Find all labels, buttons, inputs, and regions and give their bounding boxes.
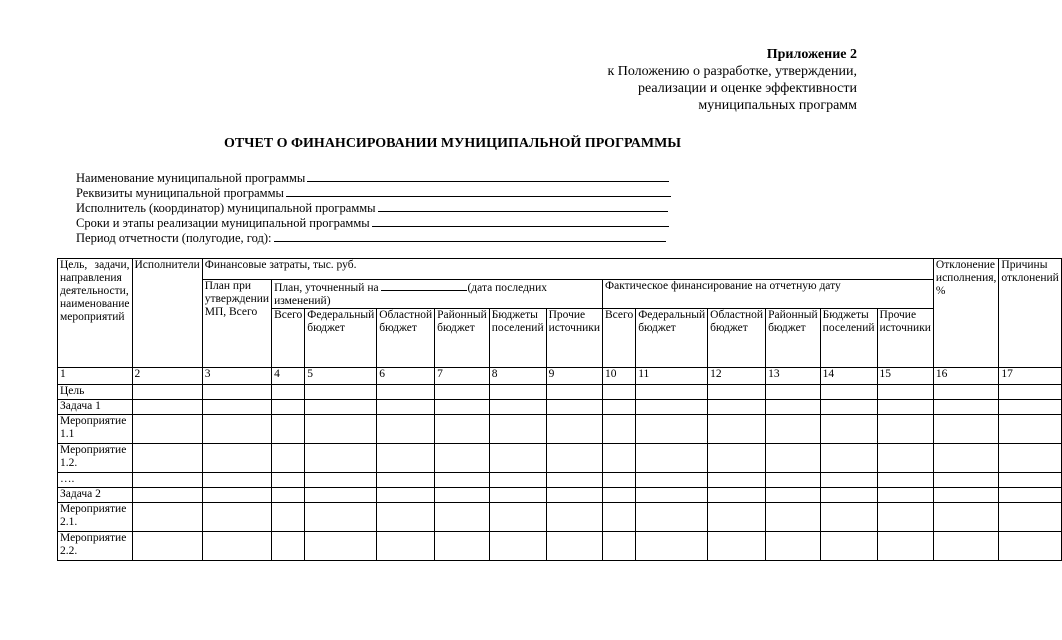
- header-plan-regional: Областной бюджет: [377, 309, 435, 368]
- table-cell[interactable]: [489, 488, 546, 503]
- table-cell[interactable]: [603, 503, 636, 532]
- row-label: Мероприятие 2.2.: [58, 532, 133, 561]
- appendix-title: Приложение 2: [766, 47, 857, 62]
- table-cell[interactable]: [132, 532, 202, 561]
- header-actual-settlements: Бюджеты поселений: [820, 309, 877, 368]
- table-cell[interactable]: [272, 444, 305, 473]
- table-cell[interactable]: [708, 473, 766, 488]
- table-row: [58, 473, 1062, 488]
- table-cell[interactable]: [766, 532, 821, 561]
- appendix-line-3: муниципальных программ: [698, 98, 857, 113]
- table-cell[interactable]: [820, 532, 877, 561]
- report-fields: [76, 170, 671, 245]
- col-number: 4: [272, 368, 305, 385]
- table-cell[interactable]: [999, 444, 1061, 473]
- header-plan-updated: [272, 280, 603, 309]
- table-cell[interactable]: [546, 503, 602, 532]
- field-label: Период отчетности (полугодие, год):: [76, 231, 272, 245]
- report-title: ОТЧЕТ О ФИНАНСИРОВАНИИ МУНИЦИПАЛЬНОЙ ПРОГРАММЫ: [223, 136, 682, 151]
- header-actual-district: Районный бюджет: [766, 309, 821, 368]
- finance-report-table: [57, 258, 1062, 561]
- row-label: Мероприятие 1.1: [58, 415, 133, 444]
- table-cell[interactable]: [766, 488, 821, 503]
- table-cell[interactable]: [489, 415, 546, 444]
- header-executors: Исполнители: [132, 259, 202, 368]
- table-cell[interactable]: [877, 503, 933, 532]
- table-cell[interactable]: [766, 400, 821, 415]
- table-cell[interactable]: [820, 415, 877, 444]
- table-cell[interactable]: [603, 473, 636, 488]
- table-cell[interactable]: [272, 385, 305, 400]
- table-row: [58, 385, 1062, 400]
- table-cell[interactable]: [603, 532, 636, 561]
- table-cell[interactable]: [636, 503, 708, 532]
- table-cell[interactable]: [603, 488, 636, 503]
- table-cell[interactable]: [546, 444, 602, 473]
- fill-line[interactable]: [307, 170, 669, 182]
- table-cell[interactable]: [877, 488, 933, 503]
- table-row: [58, 415, 1062, 444]
- table-cell[interactable]: [636, 415, 708, 444]
- header-plan-federal: Федеральный бюджет: [305, 309, 377, 368]
- table-cell[interactable]: [708, 400, 766, 415]
- table-cell[interactable]: [603, 400, 636, 415]
- table-cell[interactable]: [202, 532, 271, 561]
- table-cell[interactable]: [272, 400, 305, 415]
- header-plan-settlements: Бюджеты поселений: [489, 309, 546, 368]
- header-reasons: Причины отклонений: [999, 259, 1061, 368]
- header-plan-approved: План при утверждении МП, Всего: [202, 280, 271, 368]
- table-cell[interactable]: [435, 444, 490, 473]
- table-cell[interactable]: [272, 532, 305, 561]
- table-row: [58, 503, 1062, 532]
- table-cell[interactable]: [933, 488, 998, 503]
- col-number: 9: [546, 368, 602, 385]
- table-cell[interactable]: [766, 415, 821, 444]
- header-plan-other: Прочие источники: [546, 309, 602, 368]
- col-number: 6: [377, 368, 435, 385]
- table-cell[interactable]: [546, 473, 602, 488]
- table-cell[interactable]: [546, 532, 602, 561]
- table-cell[interactable]: [305, 444, 377, 473]
- table-cell[interactable]: [708, 415, 766, 444]
- table-cell[interactable]: [132, 444, 202, 473]
- table-cell[interactable]: [603, 385, 636, 400]
- fill-line[interactable]: [274, 230, 666, 242]
- table-cell[interactable]: [999, 488, 1061, 503]
- table-cell[interactable]: [766, 444, 821, 473]
- col-number: 5: [305, 368, 377, 385]
- table-cell[interactable]: [636, 488, 708, 503]
- row-label: Мероприятие 1.2.: [58, 444, 133, 473]
- header-financial-costs: Финансовые затраты, тыс. руб.: [202, 259, 933, 280]
- table-cell[interactable]: [820, 488, 877, 503]
- table-cell[interactable]: [636, 400, 708, 415]
- table-cell[interactable]: [377, 473, 435, 488]
- table-cell[interactable]: [766, 385, 821, 400]
- date-blank[interactable]: [381, 280, 467, 291]
- table-cell[interactable]: [546, 400, 602, 415]
- table-cell[interactable]: [877, 400, 933, 415]
- col-number: 2: [132, 368, 202, 385]
- field-executor: [76, 200, 671, 215]
- field-program-name: [76, 170, 671, 185]
- header-plan-total: Всего: [272, 309, 305, 368]
- fill-line[interactable]: [372, 215, 669, 227]
- table-cell[interactable]: [999, 400, 1061, 415]
- row-label: Задача 1: [58, 400, 133, 415]
- table-cell[interactable]: [202, 400, 271, 415]
- table-cell[interactable]: [132, 415, 202, 444]
- table-cell[interactable]: [272, 503, 305, 532]
- table-cell[interactable]: [999, 415, 1061, 444]
- table-row: [58, 400, 1062, 415]
- table-cell[interactable]: [377, 400, 435, 415]
- table-cell[interactable]: [877, 473, 933, 488]
- table-cell[interactable]: [820, 503, 877, 532]
- table-cell[interactable]: [202, 503, 271, 532]
- table-cell[interactable]: [132, 400, 202, 415]
- table-cell[interactable]: [489, 473, 546, 488]
- table-row: [58, 532, 1062, 561]
- table-cell[interactable]: [377, 385, 435, 400]
- table-cell[interactable]: [933, 532, 998, 561]
- header-plan-district: Районный бюджет: [435, 309, 490, 368]
- table-cell[interactable]: [933, 385, 998, 400]
- table-cell[interactable]: [377, 444, 435, 473]
- header-actual-total: Всего: [603, 309, 636, 368]
- table-cell[interactable]: [305, 415, 377, 444]
- table-cell[interactable]: [999, 385, 1061, 400]
- table-cell[interactable]: [305, 532, 377, 561]
- table-cell[interactable]: [820, 400, 877, 415]
- col-number: 7: [435, 368, 490, 385]
- appendix-line-1: к Положению о разработке, утверждении,: [607, 64, 857, 79]
- header-actual-federal: Федеральный бюджет: [636, 309, 708, 368]
- table-cell[interactable]: [202, 415, 271, 444]
- table-cell[interactable]: [636, 444, 708, 473]
- table-cell[interactable]: [489, 503, 546, 532]
- table-cell[interactable]: [132, 473, 202, 488]
- header-deviation: Отклонение исполнения, %: [933, 259, 998, 368]
- table-cell[interactable]: [820, 473, 877, 488]
- col-number: 10: [603, 368, 636, 385]
- header-actual-financing: Фактическое финансирование на отчетную дату: [603, 280, 934, 309]
- field-period: [76, 230, 671, 245]
- col-number: 13: [766, 368, 821, 385]
- table-cell[interactable]: [202, 473, 271, 488]
- fill-line[interactable]: [378, 200, 668, 212]
- table-cell[interactable]: [272, 415, 305, 444]
- table-cell[interactable]: [435, 385, 490, 400]
- table-row: [58, 444, 1062, 473]
- fill-line[interactable]: [286, 185, 671, 197]
- header-goals: Цель, задачи, направления деятельности, наименование мероприятий: [58, 259, 133, 368]
- col-number: 1: [58, 368, 133, 385]
- field-label: Исполнитель (координатор) муниципальной программы: [76, 201, 376, 215]
- table-cell[interactable]: [877, 532, 933, 561]
- table-cell[interactable]: [546, 488, 602, 503]
- table-cell[interactable]: [435, 532, 490, 561]
- table-cell[interactable]: [377, 415, 435, 444]
- table-cell[interactable]: [877, 385, 933, 400]
- col-number: 17: [999, 368, 1061, 385]
- table-cell[interactable]: [999, 503, 1061, 532]
- table-cell[interactable]: [546, 415, 602, 444]
- field-label: Реквизиты муниципальной программы: [76, 186, 284, 200]
- table-cell[interactable]: [708, 444, 766, 473]
- col-number: 12: [708, 368, 766, 385]
- plan-updated-suffix: (дата последних изменений): [274, 282, 547, 307]
- table-cell[interactable]: [820, 385, 877, 400]
- table-cell[interactable]: [820, 444, 877, 473]
- table-cell[interactable]: [435, 473, 490, 488]
- table-cell[interactable]: [202, 444, 271, 473]
- table-cell[interactable]: [132, 488, 202, 503]
- table-cell[interactable]: [272, 473, 305, 488]
- table-cell[interactable]: [489, 400, 546, 415]
- table-cell[interactable]: [202, 385, 271, 400]
- column-numbers-row: [58, 368, 1062, 385]
- table-row: [58, 488, 1062, 503]
- table-cell[interactable]: [305, 503, 377, 532]
- table-cell[interactable]: [377, 503, 435, 532]
- table-cell[interactable]: [708, 532, 766, 561]
- field-label: Наименование муниципальной программы: [76, 171, 306, 185]
- table-cell[interactable]: [305, 385, 377, 400]
- table-cell[interactable]: [933, 444, 998, 473]
- table-cell[interactable]: [272, 488, 305, 503]
- col-number: 3: [202, 368, 271, 385]
- table-cell[interactable]: [132, 385, 202, 400]
- table-cell[interactable]: [877, 415, 933, 444]
- table-cell[interactable]: [933, 415, 998, 444]
- table-cell[interactable]: [766, 503, 821, 532]
- col-number: 8: [489, 368, 546, 385]
- table-cell[interactable]: [636, 532, 708, 561]
- table-cell[interactable]: [489, 444, 546, 473]
- field-label: Сроки и этапы реализации муниципальной программы: [76, 216, 370, 230]
- col-number: 16: [933, 368, 998, 385]
- table-cell[interactable]: [933, 473, 998, 488]
- appendix-block: [607, 46, 857, 114]
- table-cell[interactable]: [546, 385, 602, 400]
- table-cell[interactable]: [636, 385, 708, 400]
- field-program-details: [76, 185, 671, 200]
- header-actual-regional: Областной бюджет: [708, 309, 766, 368]
- field-terms: [76, 215, 671, 230]
- col-number: 11: [636, 368, 708, 385]
- table-cell[interactable]: [708, 385, 766, 400]
- table-cell[interactable]: [999, 532, 1061, 561]
- table-cell[interactable]: [603, 415, 636, 444]
- table-cell[interactable]: [377, 532, 435, 561]
- appendix-line-2: реализации и оценке эффективности: [638, 81, 857, 96]
- table-cell[interactable]: [305, 400, 377, 415]
- row-label: Мероприятие 2.1.: [58, 503, 133, 532]
- table-cell[interactable]: [435, 488, 490, 503]
- table-cell[interactable]: [489, 532, 546, 561]
- table-cell[interactable]: [435, 503, 490, 532]
- table-cell[interactable]: [708, 488, 766, 503]
- table-cell[interactable]: [933, 400, 998, 415]
- table-cell[interactable]: [377, 488, 435, 503]
- row-label: Цель: [58, 385, 133, 400]
- table-cell[interactable]: [305, 473, 377, 488]
- row-label: Задача 2: [58, 488, 133, 503]
- row-label: ….: [58, 473, 133, 488]
- table-cell[interactable]: [999, 473, 1061, 488]
- table-cell[interactable]: [435, 415, 490, 444]
- table-cell[interactable]: [202, 488, 271, 503]
- col-number: 14: [820, 368, 877, 385]
- table-cell[interactable]: [933, 503, 998, 532]
- plan-updated-prefix: План, уточненный на: [274, 282, 379, 294]
- table-cell[interactable]: [766, 473, 821, 488]
- table-cell[interactable]: [305, 488, 377, 503]
- table-cell[interactable]: [132, 503, 202, 532]
- table-cell[interactable]: [489, 385, 546, 400]
- table-cell[interactable]: [435, 400, 490, 415]
- header-actual-other: Прочие источники: [877, 309, 933, 368]
- table-cell[interactable]: [708, 503, 766, 532]
- table-cell[interactable]: [603, 444, 636, 473]
- table-cell[interactable]: [877, 444, 933, 473]
- col-number: 15: [877, 368, 933, 385]
- table-cell[interactable]: [636, 473, 708, 488]
